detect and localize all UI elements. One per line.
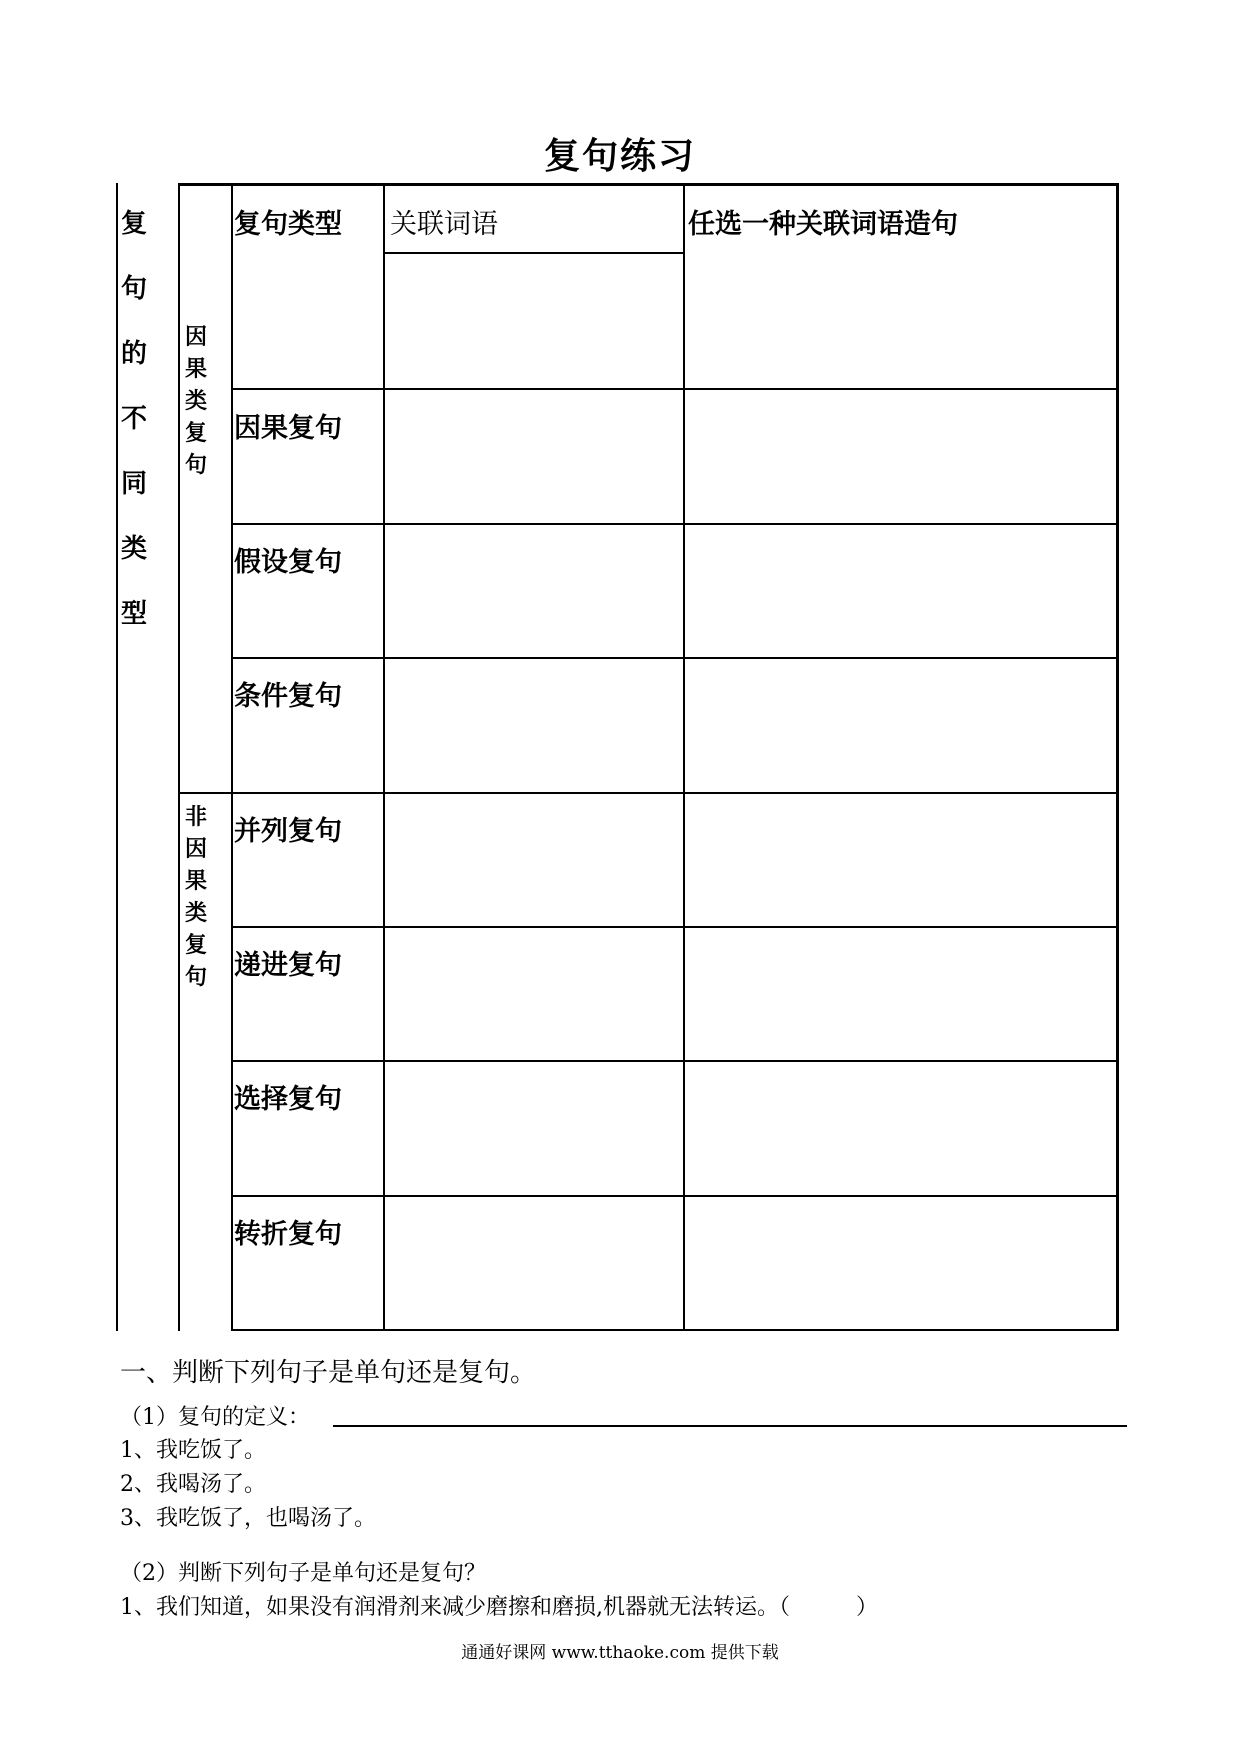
row-label: 递进复句 [234, 950, 342, 981]
header-type: 复句类型 [234, 209, 342, 240]
footer: 通通好课网 www.tthaoke.com 提供下载 [461, 1643, 779, 1663]
vchar: 类 [184, 389, 207, 414]
vchar: 不 [120, 404, 147, 434]
row-label: 转折复句 [234, 1219, 342, 1250]
vchar: 同 [120, 469, 147, 499]
header-conjunction: 关联词语 [390, 209, 498, 240]
row-label: 假设复句 [234, 547, 342, 578]
row-label: 条件复句 [234, 681, 342, 712]
section-heading: 一、判断下列句子是单句还是复句。 [120, 1358, 537, 1388]
question-2-label: （2）判断下列句子是单句还是复句？ [120, 1561, 486, 1586]
question-1-label: （1）复句的定义： [120, 1405, 310, 1430]
row-label: 选择复句 [234, 1084, 342, 1115]
vchar: 果 [184, 357, 207, 382]
vchar: 因 [184, 837, 207, 862]
list-item: 3、我吃饭了，也喝汤了。 [120, 1506, 376, 1531]
header-example: 任选一种关联词语造句 [688, 209, 958, 240]
vchar: 型 [120, 599, 147, 629]
vchar: 复 [184, 933, 207, 958]
list-item: 1、我吃饭了。 [120, 1438, 266, 1463]
row-label: 因果复句 [234, 413, 342, 444]
vchar: 类 [184, 901, 207, 926]
vchar: 因 [184, 325, 207, 350]
vchar: 句 [184, 965, 207, 990]
vchar: 非 [184, 805, 207, 830]
list-item: 1、我们知道，如果没有润滑剂来减少磨擦和磨损,机器就无法转运。（ ） [120, 1595, 878, 1620]
vchar: 句 [184, 453, 207, 478]
page-title: 复句练习 [543, 136, 696, 177]
vchar: 句 [120, 274, 147, 304]
vchar: 复 [120, 209, 147, 239]
vchar: 的 [120, 339, 147, 369]
vchar: 类 [120, 534, 147, 564]
vchar: 复 [184, 421, 207, 446]
row-label: 并列复句 [234, 816, 342, 847]
vchar: 果 [184, 869, 207, 894]
list-item: 2、我喝汤了。 [120, 1472, 266, 1497]
definition-blank-line [333, 1425, 1127, 1427]
